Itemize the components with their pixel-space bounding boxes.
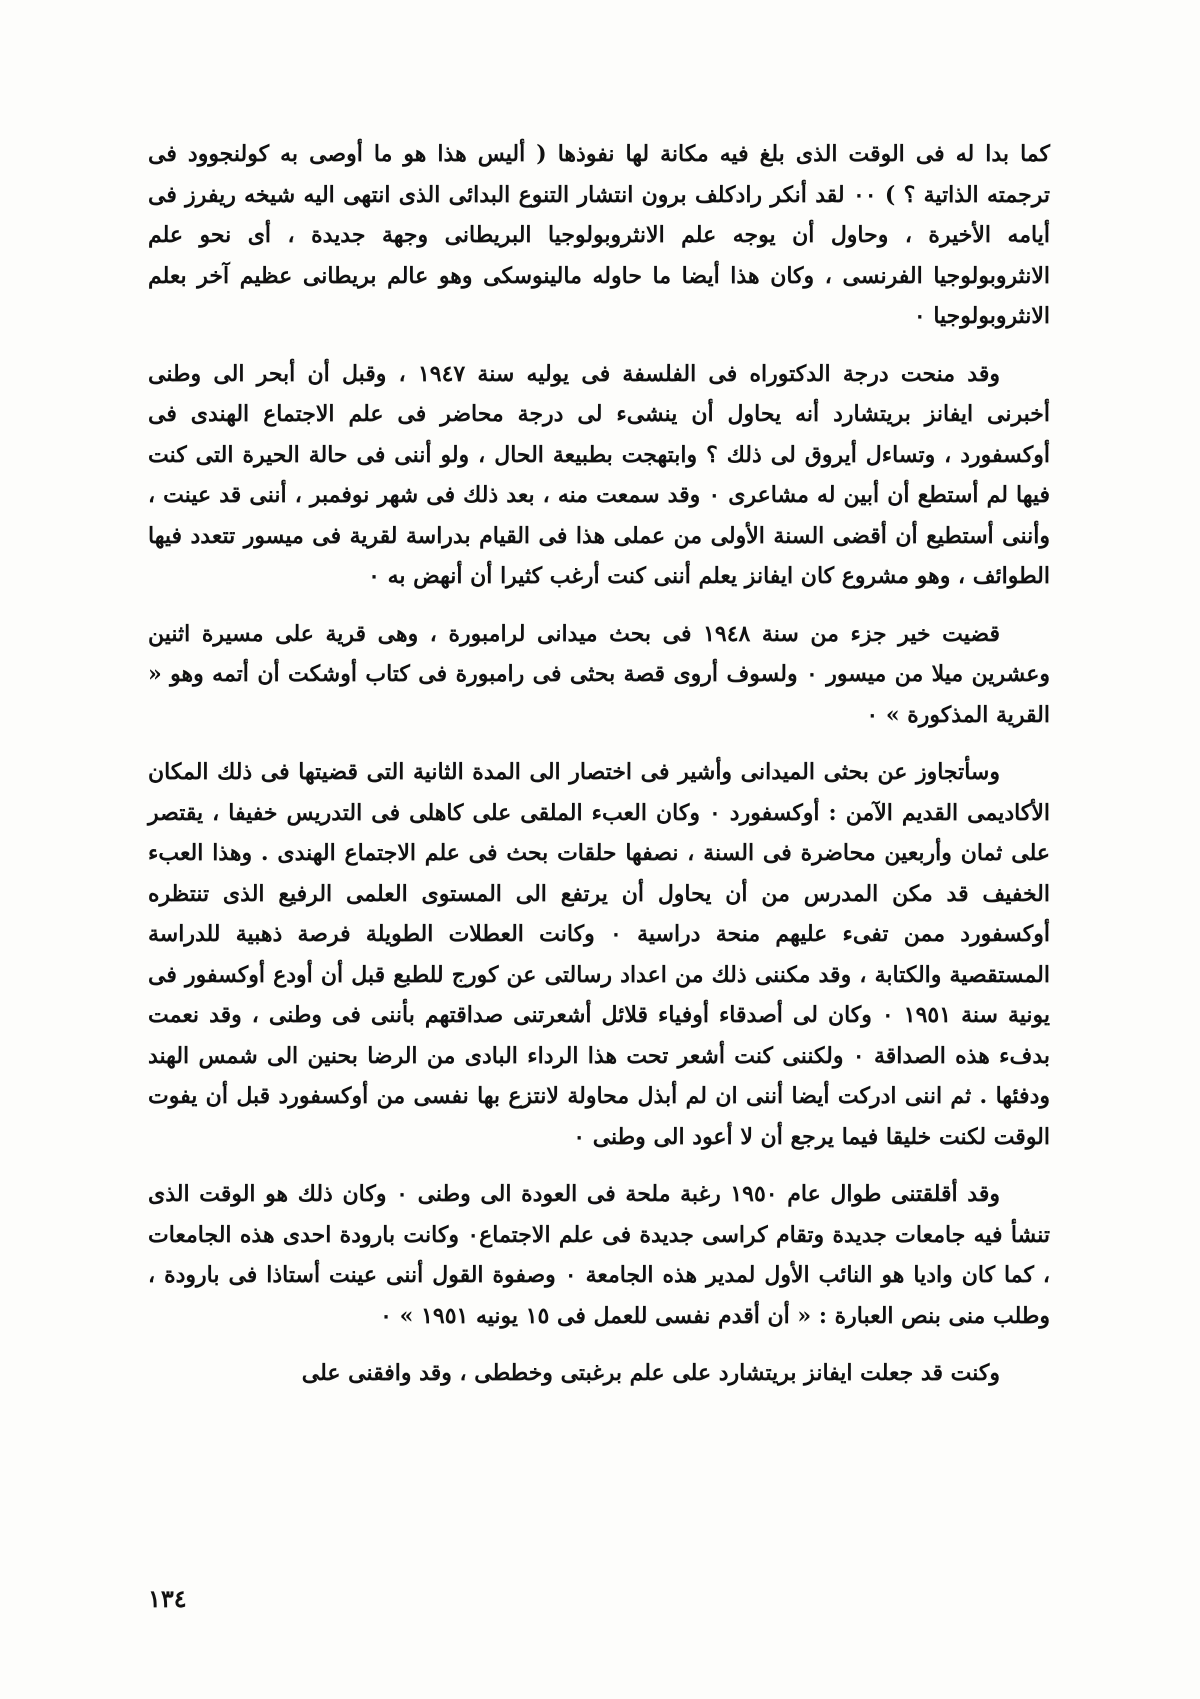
paragraph: وقد منحت درجة الدكتوراه فى الفلسفة فى يوليه سنة ١٩٤٧ ، وقبل أن أبحر الى وطنى أخبرنى ايفانز بريتشارد أنه يحاول أن ينشىء لى درجة محاضر فى علم الاجتماع الهندى فى أوكسفورد ، وتساءل أيروق لى ذلك ؟ وابتهجت بطبيعة الحال ، ولو أننى فى حالة الحيرة التى كنت فيها لم أستطع أن أبين له مشاعرى ٠ وقد سمعت منه ، بعد ذلك فى شهر نوفمبر ، أننى قد عينت ، وأننى أستطيع أن أقضى السنة الأولى من عملى هذا فى القيام بدراسة لقرية فى ميسور تتعدد فيها الطوائف ، وهو مشروع كان ايفانز يعلم أننى كنت أرغب كثيرا أن أنهض به ٠ [148,360,1051,589]
body-text [148,134,1050,1394]
paragraph: كما بدا له فى الوقت الذى بلغ فيه مكانة لها نفوذها ( أليس هذا هو ما أوصى به كولنجوود فى ترجمته الذاتية ؟ ) ٠٠ لقد أنكر رادكلف برون انتشار التنوع البدائى الذى انتهى اليه شيخه ريفرز فى أيامه الأخيرة ، وحاول أن يوجه علم الانثروبولوجيا البريطانى وجهة جديدة ، أى نحو علم الانثروبولوجيا الفرنسى ، وكان هذا أيضا ما حاوله مالينوسكى وهو عالم بريطانى عظيم آخر بعلم الانثروبولوجيا ٠ [148,141,1050,329]
page-number: ١٣٤ [148,1584,187,1613]
paragraph: وكنت قد جعلت ايفانز بريتشارد على علم برغبتى وخططى ، وقد وافقنى على [301,1360,1000,1386]
paragraph: وقد أقلقتنى طوال عام ١٩٥٠ رغبة ملحة فى العودة الى وطنى ٠ وكان ذلك هو الوقت الذى تنشأ فيه جامعات جديدة وتقام كراسى جديدة فى علم الاجتماع٠ وكانت بارودة احدى هذه الجامعات ، كما كان واديا هو النائب الأول لمدير هذه الجامعة ٠ وصفوة القول أننى عينت أستاذا فى بارودة ، وطلب منى بنص العبارة : « أن أقدم نفسى للعمل فى ١٥ يونيه ١٩٥١ » ٠ [148,1181,1051,1329]
paragraph: قضيت خير جزء من سنة ١٩٤٨ فى بحث ميدانى لرامبورة ، وهى قرية على مسيرة اثنين وعشرين ميلا من ميسور ٠ ولسوف أروى قصة بحثى فى رامبورة فى كتاب أوشكت أن أتمه وهو « القرية المذكورة » ٠ [148,620,1050,728]
paragraph: وسأتجاوز عن بحثى الميدانى وأشير فى اختصار الى المدة الثانية التى قضيتها فى ذلك المكان الأكاديمى القديم الآمن : أوكسفورد ٠ وكان العبء الملقى على كاهلى فى التدريس خفيفا ، يقتصر على ثمان وأربعين محاضرة فى السنة ، نصفها حلقات بحث فى علم الاجتماع الهندى . وهذا العبء الخفيف قد مكن المدرس من أن يحاول أن يرتفع الى المستوى العلمى الرفيع الذى تنتظره أوكسفورد ممن تفىء عليهم منحة دراسية ٠ وكانت العطلات الطويلة فرصة ذهبية للدراسة المستقصية والكتابة ، وقد مكننى ذلك من اعداد رسالتى عن كورج للطبع قبل أن أودع أوكسفور فى يونية سنة ١٩٥١ ٠ وكان لى أصدقاء أوفياء قلائل أشعرتنى صداقتهم بأننى فى وطنى ، وقد نعمت بدفء هذه الصداقة ٠ ولكننى كنت أشعر تحت هذا الرداء البادى من الرضا بحنين الى شمس الهند ودفئها . ثم اننى ادركت أيضا أننى ان لم أبذل محاولة لانتزع بها نفسى من أوكسفورد قبل أن يفوت الوقت لكنت خليقا فيما يرجع أن لا أعود الى وطنى ٠ [148,759,1051,1150]
